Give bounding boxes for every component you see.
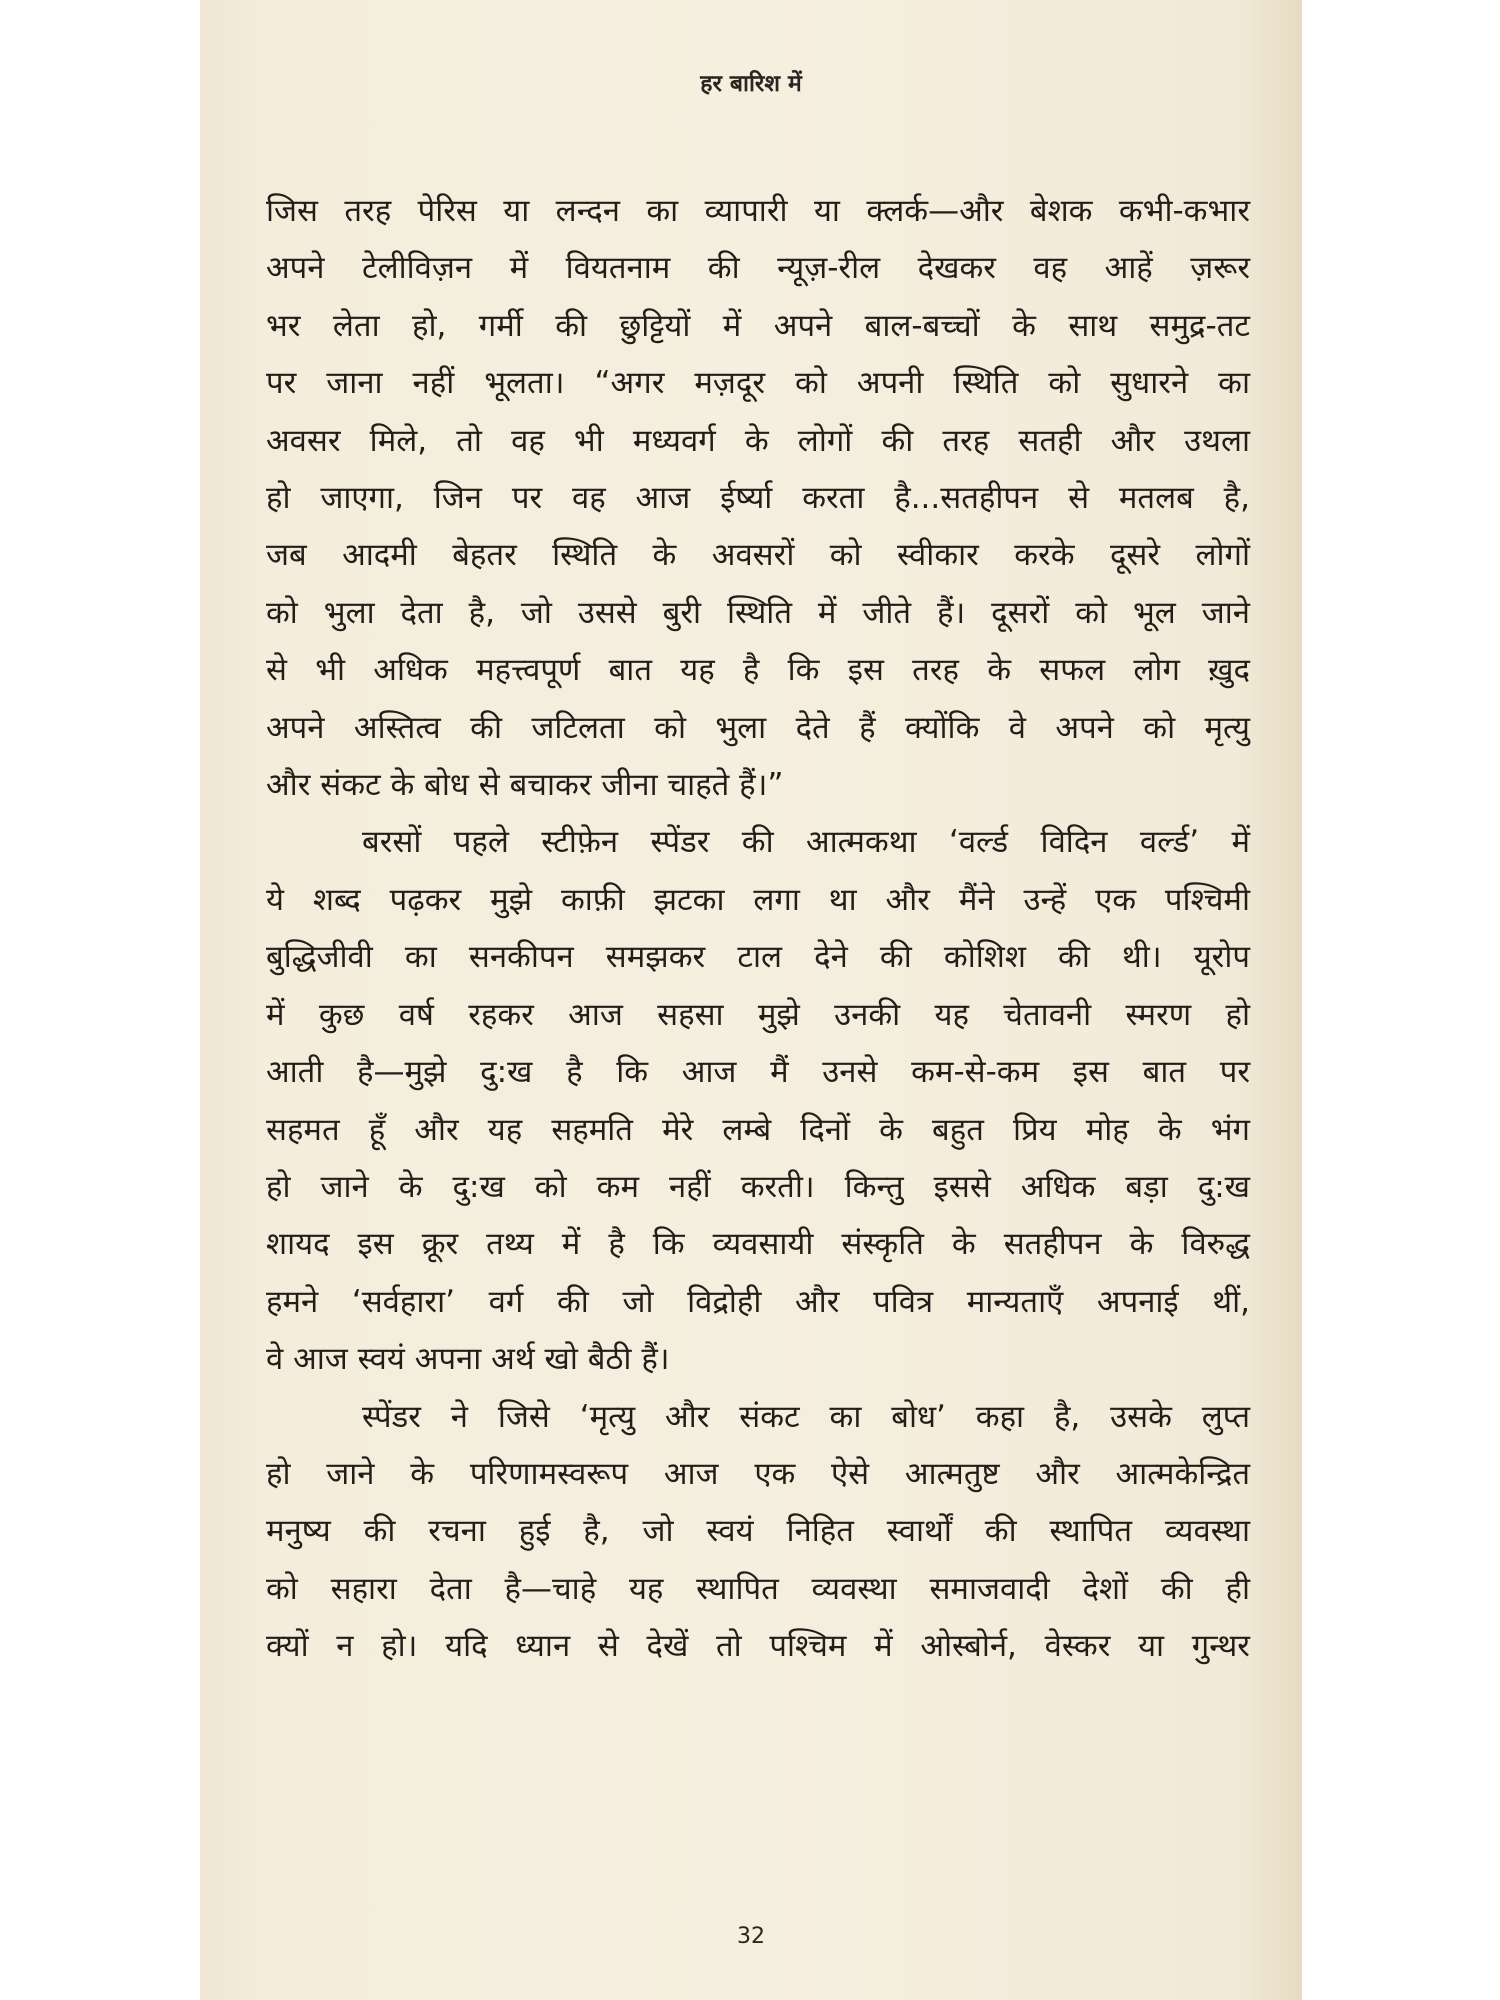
text-line: अवसर मिले, तो वह भी मध्यवर्ग के लोगों की तरह सतही और उथला: [266, 422, 1250, 459]
text-line: सहमत हूँ और यह सहमति मेरे लम्बे दिनों के बहुत प्रिय मोह के भंग: [266, 1111, 1250, 1148]
running-header: हर बारिश में: [700, 71, 802, 97]
text-line: आती है—मुझे दु:ख है कि आज मैं उनसे कम-से-कम इस बात पर: [266, 1054, 1250, 1091]
text-line: क्यों न हो। यदि ध्यान से देखें तो पश्चिम में ओस्बोर्न, वेस्कर या गुन्थर: [266, 1628, 1250, 1665]
text-line: ये शब्द पढ़कर मुझे काफ़ी झटका लगा था और मैंने उन्हें एक पश्चिमी: [266, 881, 1250, 918]
text-line: अपने टेलीविज़न में वियतनाम की न्यूज़-रील देखकर वह आहें ज़रूर: [266, 250, 1250, 287]
text-line: से भी अधिक महत्त्वपूर्ण बात यह है कि इस तरह के सफल लोग ख़ुद: [266, 652, 1250, 689]
paragraph-2: [266, 814, 1250, 1388]
text-line: हमने ‘सर्वहारा’ वर्ग की जो विद्रोही और पवित्र मान्यताएँ अपनाई थीं,: [266, 1283, 1250, 1320]
text-line: को सहारा देता है—चाहे यह स्थापित व्यवस्था समाजवादी देशों की ही: [266, 1570, 1250, 1607]
book-page: [200, 0, 1302, 2000]
paragraph-1: [266, 183, 1250, 814]
text-line: हो जाएगा, जिन पर वह आज ईर्ष्या करता है...सतहीपन से मतलब है,: [266, 480, 1250, 517]
text-line: बुद्धिजीवी का सनकीपन समझकर टाल देने की कोशिश की थी। यूरोप: [266, 939, 1250, 976]
right-margin: [1302, 0, 1500, 2000]
text-line: शायद इस क्रूर तथ्य में है कि व्यवसायी संस्कृति के सतहीपन के विरुद्ध: [266, 1226, 1250, 1263]
paragraph-3: [266, 1389, 1250, 1676]
text-line: मनुष्य की रचना हुई है, जो स्वयं निहित स्वार्थों की स्थापित व्यवस्था: [266, 1513, 1250, 1550]
text-line: भर लेता हो, गर्मी की छुट्टियों में अपने बाल-बच्चों के साथ समुद्र-तट: [266, 307, 1250, 344]
text-line: वे आज स्वयं अपना अर्थ खो बैठी हैं।: [266, 1341, 670, 1378]
text-line: जब आदमी बेहतर स्थिति के अवसरों को स्वीकार करके दूसरे लोगों: [266, 537, 1250, 574]
text-line: स्पेंडर ने जिसे ‘मृत्यु और संकट का बोध’ कहा है, उसके लुप्त: [362, 1398, 1250, 1435]
text-line: हो जाने के दु:ख को कम नहीं करती। किन्तु इससे अधिक बड़ा दु:ख: [266, 1168, 1250, 1205]
text-line: बरसों पहले स्टीफ़ेन स्पेंडर की आत्मकथा ‘वर्ल्ड विदिन वर्ल्ड’ में: [362, 824, 1250, 861]
text-line: अपने अस्तित्व की जटिलता को भुला देते हैं क्योंकि वे अपने को मृत्यु: [266, 709, 1250, 746]
text-line: में कुछ वर्ष रहकर आज सहसा मुझे उनकी यह चेतावनी स्मरण हो: [266, 996, 1250, 1033]
text-line: पर जाना नहीं भूलता। “अगर मज़दूर को अपनी स्थिति को सुधारने का: [266, 365, 1250, 402]
text-line: जिस तरह पेरिस या लन्दन का व्यापारी या क्लर्क—और बेशक कभी-कभार: [266, 193, 1250, 229]
text-line: हो जाने के परिणामस्वरूप आज एक ऐसे आत्मतुष्ट और आत्मकेन्द्रित: [266, 1455, 1250, 1492]
text-line: को भुला देता है, जो उससे बुरी स्थिति में जीते हैं। दूसरों को भूल जाने: [266, 594, 1250, 631]
page-number: 32: [737, 1924, 765, 1949]
left-margin: [0, 0, 200, 2000]
body-text: [266, 183, 1250, 1676]
text-line: और संकट के बोध से बचाकर जीना चाहते हैं।”: [266, 767, 784, 804]
